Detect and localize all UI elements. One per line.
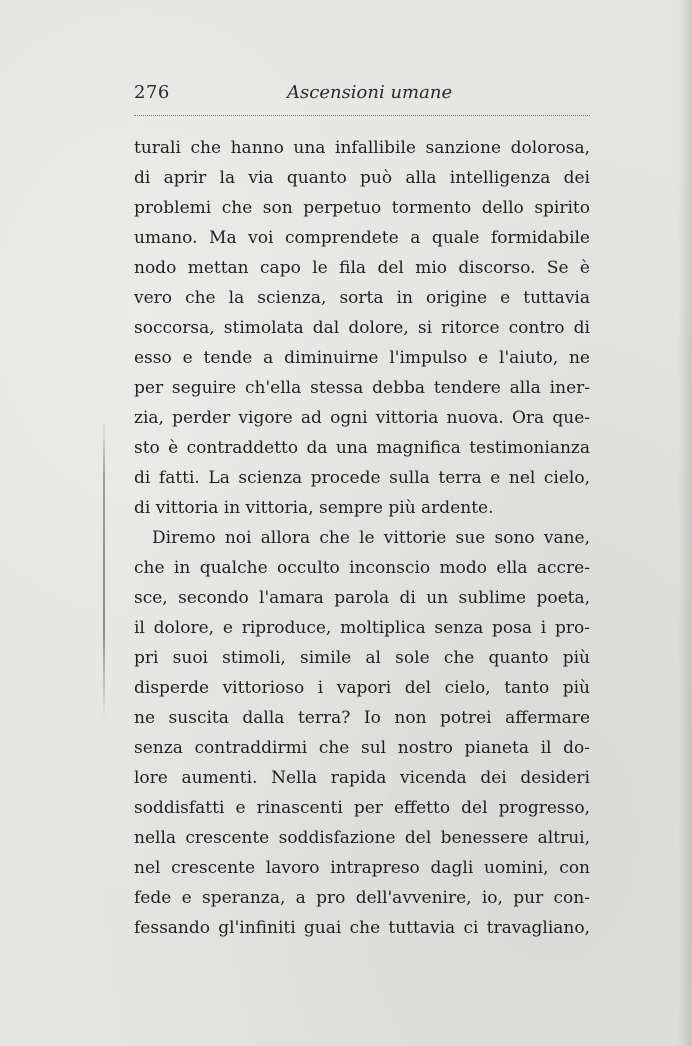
- running-title: Ascensioni umane: [287, 82, 453, 103]
- text-line: soccorsa, stimolata dal dolore, si ritorce contro di: [134, 318, 590, 338]
- text-line: esso e tende a diminuirne l'impulso e l'aiuto, ne: [134, 348, 590, 368]
- text-line: ne suscita dalla terra? Io non potrei affermare: [134, 708, 590, 728]
- page-edge-shadow: [678, 0, 692, 1046]
- text-line: di fatti. La scienza procede sulla terra e nel cielo,: [134, 468, 590, 488]
- body-text: [134, 133, 590, 943]
- text-line: nodo mettan capo le fila del mio discorso. Se è: [134, 258, 590, 278]
- page-number: 276: [134, 82, 170, 103]
- text-line: zia, perder vigore ad ogni vittoria nuova. Ora que-: [134, 408, 590, 428]
- text-line: di aprir la via quanto può alla intelligenza dei: [134, 168, 590, 188]
- paragraph-end-line: di vittoria in vittoria, sempre più ardente.: [134, 498, 494, 518]
- text-line: sto è contraddetto da una magnifica testimonianza: [134, 438, 590, 458]
- text-line: sce, secondo l'amara parola di un sublime poeta,: [134, 588, 590, 608]
- page-header: [134, 82, 590, 108]
- text-line: fede e speranza, a pro dell'avvenire, io, pur con-: [134, 888, 590, 908]
- text-line: turali che hanno una infallibile sanzione dolorosa,: [134, 138, 590, 158]
- text-line: disperde vittorioso i vapori del cielo, tanto più: [134, 678, 590, 698]
- text-line: senza contraddirmi che sul nostro pianeta il do-: [134, 738, 590, 758]
- paragraph-start-line: Diremo noi allora che le vittorie sue sono vane,: [152, 528, 590, 548]
- text-line: vero che la scienza, sorta in origine e tuttavia: [134, 288, 590, 308]
- text-line: il dolore, e riproduce, moltiplica senza posa i pro-: [134, 618, 590, 638]
- text-line: per seguire ch'ella stessa debba tendere alla iner-: [134, 378, 590, 398]
- text-line: che in qualche occulto inconscio modo ella accre-: [134, 558, 590, 578]
- text-line: nella crescente soddisfazione del benessere altrui,: [134, 828, 590, 848]
- text-line: pri suoi stimoli, simile al sole che quanto più: [134, 648, 590, 668]
- text-line: lore aumenti. Nella rapida vicenda dei desideri: [134, 768, 590, 788]
- text-line: soddisfatti e rinascenti per effetto del progresso,: [134, 798, 590, 818]
- text-line: fessando gl'infiniti guai che tuttavia ci travagliano,: [134, 918, 590, 938]
- header-rule: [134, 115, 590, 116]
- margin-pencil-mark: [103, 420, 105, 720]
- text-line: umano. Ma voi comprendete a quale formidabile: [134, 228, 590, 248]
- text-line: nel crescente lavoro intrapreso dagli uomini, con: [134, 858, 590, 878]
- text-line: problemi che son perpetuo tormento dello spirito: [134, 198, 590, 218]
